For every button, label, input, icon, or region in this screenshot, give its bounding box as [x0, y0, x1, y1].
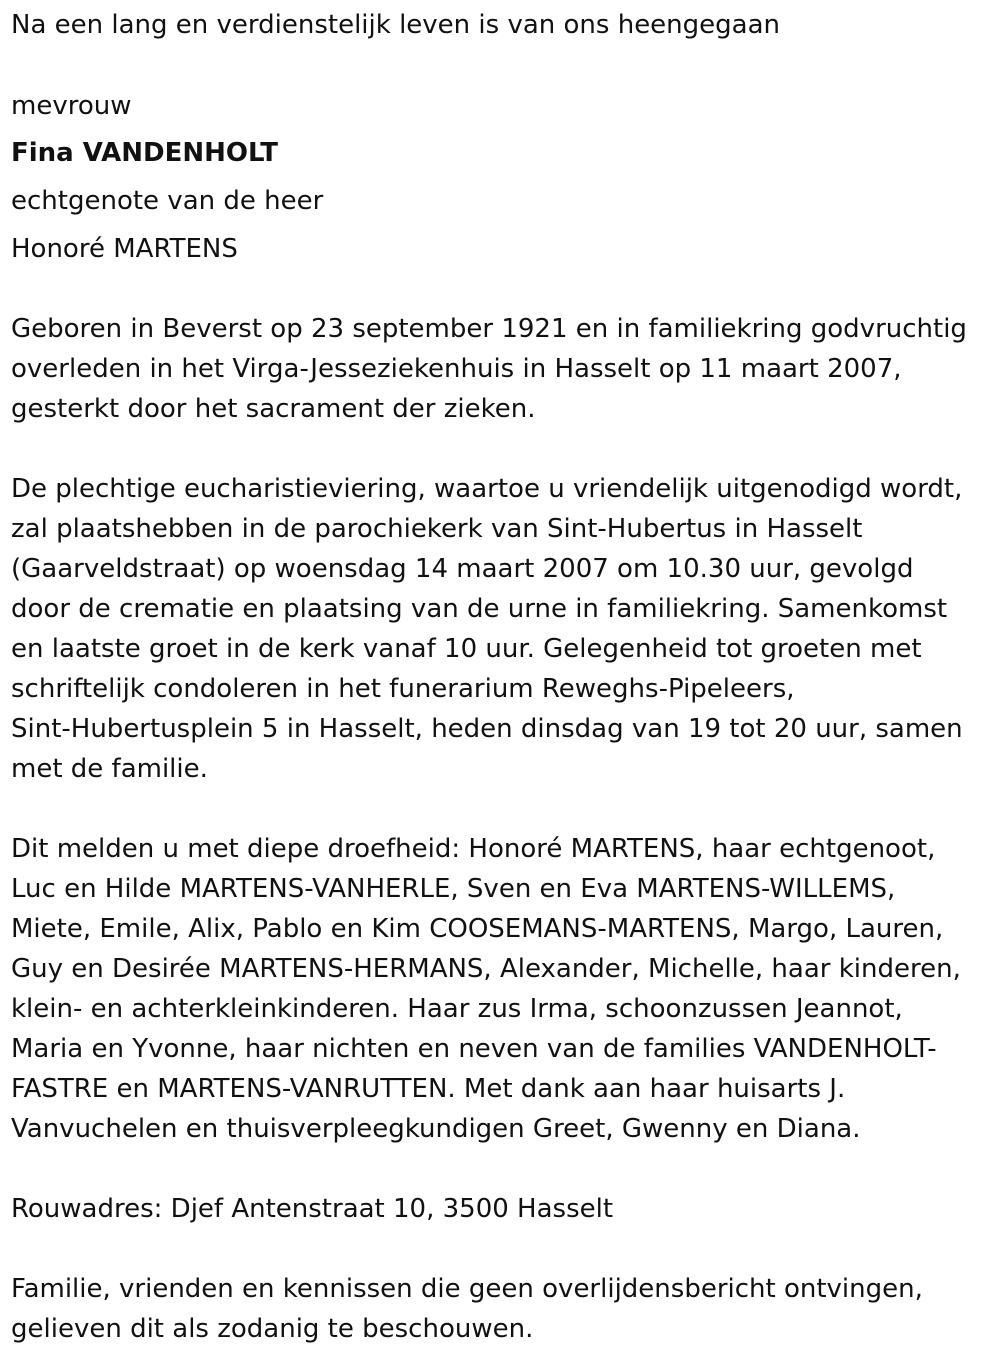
- family-line: Maria en Yvonne, haar nichten en neven van de families VANDENHOLT-: [11, 1034, 937, 1064]
- family-line: Dit melden u met diepe droefheid: Honoré MARTENS, haar echtgenoot,: [11, 834, 936, 864]
- family-line: Miete, Emile, Alix, Pablo en Kim COOSEMANS-MARTENS, Margo, Lauren,: [11, 914, 944, 944]
- birth-death-line: overleden in het Virga-Jesseziekenhuis in Hasselt op 11 maart 2007,: [11, 354, 902, 384]
- ceremony-line: met de familie.: [11, 754, 208, 784]
- family-line: FASTRE en MARTENS-VANRUTTEN. Met dank aan haar huisarts J.: [11, 1074, 846, 1104]
- ceremony-line: Sint-Hubertusplein 5 in Hasselt, heden dinsdag van 19 tot 20 uur, samen: [11, 714, 963, 744]
- intro-line: Na een lang en verdienstelijk leven is van ons heengegaan: [11, 10, 781, 40]
- family-line: Luc en Hilde MARTENS-VANHERLE, Sven en Eva MARTENS-WILLEMS,: [11, 874, 896, 904]
- ceremony-line: (Gaarveldstraat) op woensdag 14 maart 2007 om 10.30 uur, gevolgd: [11, 554, 914, 584]
- relation-line: echtgenote van de heer: [11, 186, 324, 216]
- birth-death-line: Geboren in Beverst op 23 september 1921 en in familiekring godvruchtig: [11, 314, 967, 344]
- closing-line: gelieven dit als zodanig te beschouwen.: [11, 1314, 534, 1344]
- honorific: mevrouw: [11, 91, 132, 121]
- ceremony-line: De plechtige eucharistieviering, waartoe u vriendelijk uitgenodigd wordt,: [11, 474, 963, 504]
- mourning-address: Rouwadres: Djef Antenstraat 10, 3500 Hasselt: [11, 1194, 614, 1224]
- ceremony-line: door de crematie en plaatsing van de urne in familiekring. Samenkomst: [11, 594, 948, 624]
- ceremony-line: schriftelijk condoleren in het funerarium Reweghs-Pipeleers,: [11, 674, 795, 704]
- family-line: Vanvuchelen en thuisverpleegkundigen Greet, Gwenny en Diana.: [11, 1114, 861, 1144]
- family-line: klein- en achterkleinkinderen. Haar zus Irma, schoonzussen Jeannot,: [11, 994, 903, 1024]
- closing-line: Familie, vrienden en kennissen die geen overlijdensbericht ontvingen,: [11, 1274, 923, 1304]
- spouse-name: Honoré MARTENS: [11, 234, 238, 264]
- birth-death-line: gesterkt door het sacrament der zieken.: [11, 394, 536, 424]
- ceremony-line: zal plaatshebben in de parochiekerk van Sint-Hubertus in Hasselt: [11, 514, 863, 544]
- deceased-name: Fina VANDENHOLT: [11, 138, 278, 168]
- ceremony-line: en laatste groet in de kerk vanaf 10 uur. Gelegenheid tot groeten met: [11, 634, 922, 664]
- family-line: Guy en Desirée MARTENS-HERMANS, Alexander, Michelle, haar kinderen,: [11, 954, 961, 984]
